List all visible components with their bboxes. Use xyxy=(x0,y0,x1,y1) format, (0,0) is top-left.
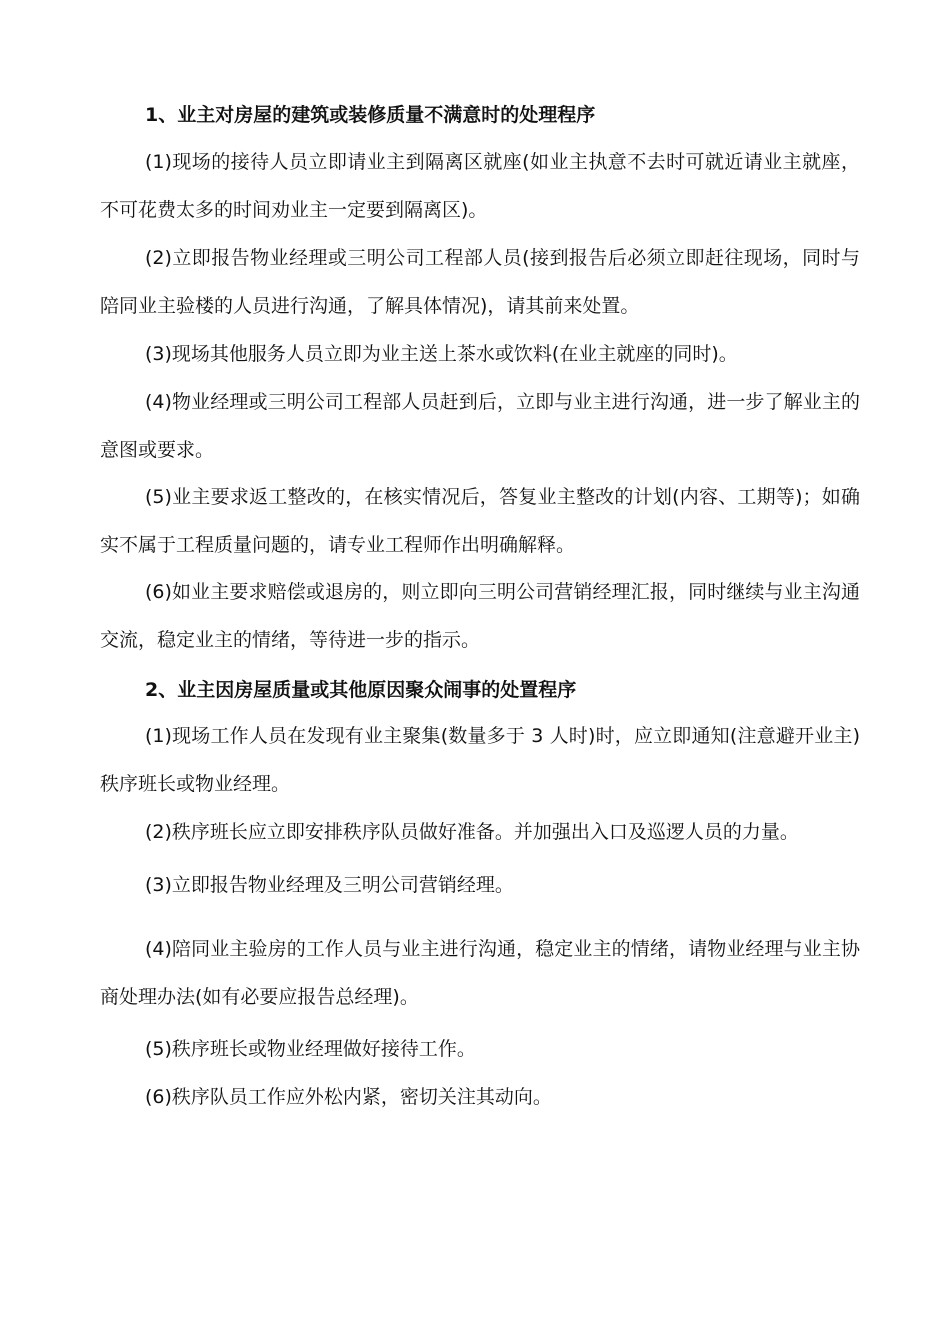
section-2-item-4: (4)陪同业主验房的工作人员与业主进行沟通，稳定业主的情绪，请物业经理与业主协商处理办法(如有必要应报告总经理)。 xyxy=(100,938,860,1008)
section-1-item-4: (4)物业经理或三明公司工程部人员赶到后，立即与业主进行沟通，进一步了解业主的意图或要求。 xyxy=(100,391,860,461)
section-2-title: 2、业主因房屋质量或其他原因聚众闹事的处置程序 xyxy=(145,679,577,701)
section-1-item-5: (5)业主要求返工整改的，在核实情况后，答复业主整改的计划(内容、工期等)；如确实不属于工程质量问题的，请专业工程师作出明确解释。 xyxy=(100,486,860,556)
section-2-item-2: (2)秩序班长应立即安排秩序队员做好准备。并加强出入口及巡逻人员的力量。 xyxy=(145,821,799,843)
section-1-item-3: (3)现场其他服务人员立即为业主送上茶水或饮料(在业主就座的同时)。 xyxy=(145,343,738,365)
section-1-item-1: (1)现场的接待人员立即请业主到隔离区就座(如业主执意不去时可就近请业主就座，不可花费太多的时间劝业主一定要到隔离区)。 xyxy=(100,151,860,221)
section-2-item-6: (6)秩序队员工作应外松内紧，密切关注其动向。 xyxy=(145,1086,552,1108)
section-2-item-1: (1)现场工作人员在发现有业主聚集(数量多于 3 人时)时，应立即通知(注意避开业主)秩序班长或物业经理。 xyxy=(100,725,860,795)
section-1-item-2: (2)立即报告物业经理或三明公司工程部人员(接到报告后必须立即赶往现场，同时与陪同业主验楼的人员进行沟通，了解具体情况)，请其前来处置。 xyxy=(100,247,860,317)
section-1-title: 1、业主对房屋的建筑或装修质量不满意时的处理程序 xyxy=(145,104,596,126)
section-1-item-6: (6)如业主要求赔偿或退房的，则立即向三明公司营销经理汇报，同时继续与业主沟通交流，稳定业主的情绪，等待进一步的指示。 xyxy=(100,581,860,651)
section-2-item-3: (3)立即报告物业经理及三明公司营销经理。 xyxy=(145,874,514,896)
section-2-item-5: (5)秩序班长或物业经理做好接待工作。 xyxy=(145,1038,476,1060)
